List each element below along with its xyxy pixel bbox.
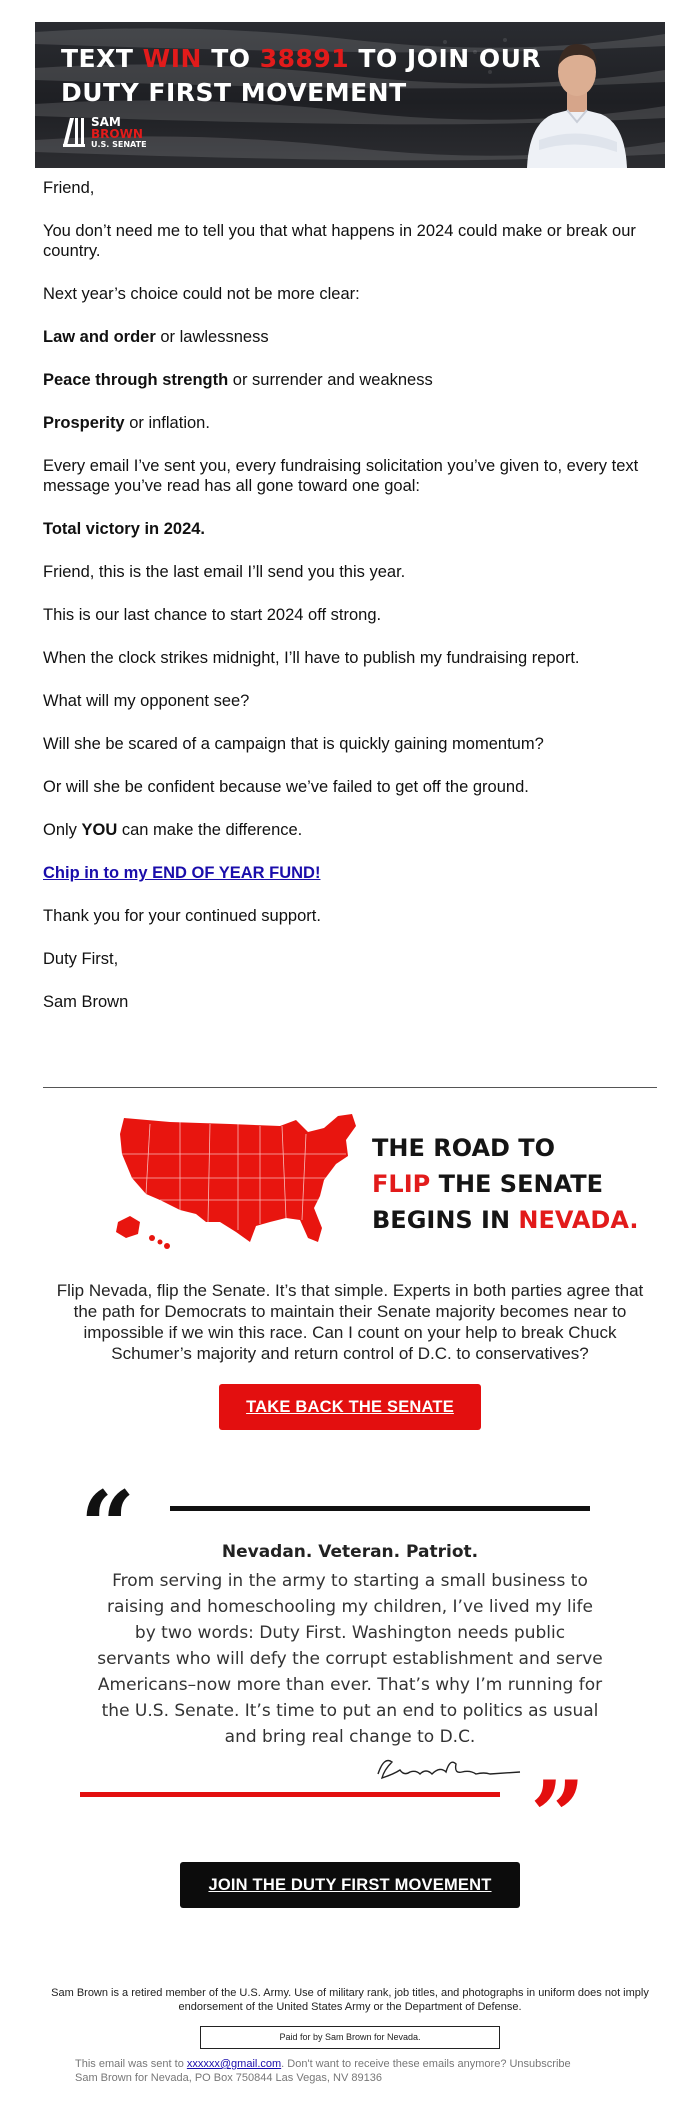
paragraph: When the clock strikes midnight, I’ll have to publish my fundraising report. — [43, 649, 580, 667]
paragraph: Every email I’ve sent you, every fundraising solicitation you’ve given to, every text message you’ve read has all gone toward one goal: — [43, 457, 639, 495]
us-map-icon — [110, 1110, 370, 1260]
sam-brown-logo: SAM BROWN U.S. SENATE — [61, 112, 171, 152]
paragraph: Or will she be confident because we’ve failed to get off the ground. — [43, 778, 529, 796]
join-duty-first-button[interactable]: JOIN THE DUTY FIRST MOVEMENT — [180, 1862, 520, 1908]
paragraph: Friend, this is the last email I’ll send you this year. — [43, 563, 406, 581]
banner-headline-line1: TEXT WIN TO 38891 TO JOIN OUR — [61, 44, 542, 73]
mailing-address: Sam Brown for Nevada, PO Box 750844 Las Vegas, NV 89136 — [75, 2072, 382, 2084]
email-footer: This email was sent to xxxxxx@gmail.com. Don't want to receive these emails anymore? Unsubscribe Sam Brown for Nevada, PO Box 750844 Las Vegas, NV 89136 — [75, 2057, 665, 2085]
road-to-flip-graphic[interactable] — [110, 1110, 639, 1260]
open-quote-icon: “ — [80, 1470, 136, 1583]
choice-law-and-order: Law and order or lawlessness — [43, 328, 269, 346]
signature-icon — [370, 1748, 530, 1788]
logo-mark-icon — [61, 114, 87, 148]
choice-prosperity: Prosperity or inflation. — [43, 414, 210, 432]
quote-bottom-rule — [80, 1792, 500, 1797]
chip-in-link[interactable]: Chip in to my END OF YEAR FUND! — [43, 864, 321, 882]
military-disclaimer: Sam Brown is a retired member of the U.S. Army. Use of military rank, job titles, and photographs in uniform does not imply endorsement of the United States Army or the Department of Defense. — [51, 1987, 649, 2013]
letter-body — [35, 168, 665, 1087]
email-container — [35, 0, 665, 2085]
paragraph: Next year’s choice could not be more clear: — [43, 285, 360, 303]
close-quote-icon: ” — [530, 1760, 586, 1873]
paragraph: You don’t need me to tell you that what happens in 2024 could make or break our country. — [43, 222, 636, 260]
closing: Duty First, — [43, 950, 119, 968]
choice-peace-through-strength: Peace through strength or surrender and weakness — [43, 371, 433, 389]
take-back-the-senate-button[interactable]: TAKE BACK THE SENATE — [219, 1384, 481, 1430]
quote-card[interactable] — [80, 1470, 620, 1873]
greeting: Friend, — [43, 179, 95, 197]
signature-name: Sam Brown — [43, 993, 129, 1011]
paragraph: Thank you for your continued support. — [43, 907, 321, 925]
paragraph: This is our last chance to start 2024 off strong. — [43, 606, 382, 624]
road-to-flip-headline: THE ROAD TO FLIP THE SENATE BEGINS IN NEVADA. — [372, 1134, 639, 1234]
quote-top-rule — [170, 1506, 590, 1511]
banner-headline-line2: DUTY FIRST MOVEMENT — [61, 78, 407, 107]
paragraph: Will she be scared of a campaign that is quickly gaining momentum? — [43, 735, 544, 753]
paragraph-only-you: Only YOU can make the difference. — [43, 821, 303, 839]
recipient-email-link[interactable]: xxxxxx@gmail.com — [186, 2058, 282, 2070]
goal-statement: Total victory in 2024. — [43, 520, 206, 538]
quote-headline: Nevadan. Veteran. Patriot. — [221, 1542, 479, 1562]
header-banner[interactable] — [35, 22, 665, 168]
paragraph: What will my opponent see? — [43, 692, 250, 710]
candidate-portrait — [517, 28, 637, 168]
quote-body: From serving in the army to starting a small business to raising and homeschooling my children, I’ve lived my life by two words: Duty First. Washington needs public servants who will defy the corrupt establishment and serve Americans–now more than ever. That’s why I’m running for the U.S. Senate. It’s time to put an end to politics as usual and bring real change to D.C. — [97, 1571, 603, 1747]
paid-for-box: Paid for by Sam Brown for Nevada. — [200, 2026, 500, 2049]
section-divider — [43, 1087, 657, 1088]
flip-nevada-paragraph: Flip Nevada, flip the Senate. It’s that simple. Experts in both parties agree that the path for Democrats to maintain their Senate majority becomes near to impossible if we win this race. Can I count on your help to break Chuck Schumer’s majority and return control of D.C. to conservatives? — [56, 1281, 644, 1363]
